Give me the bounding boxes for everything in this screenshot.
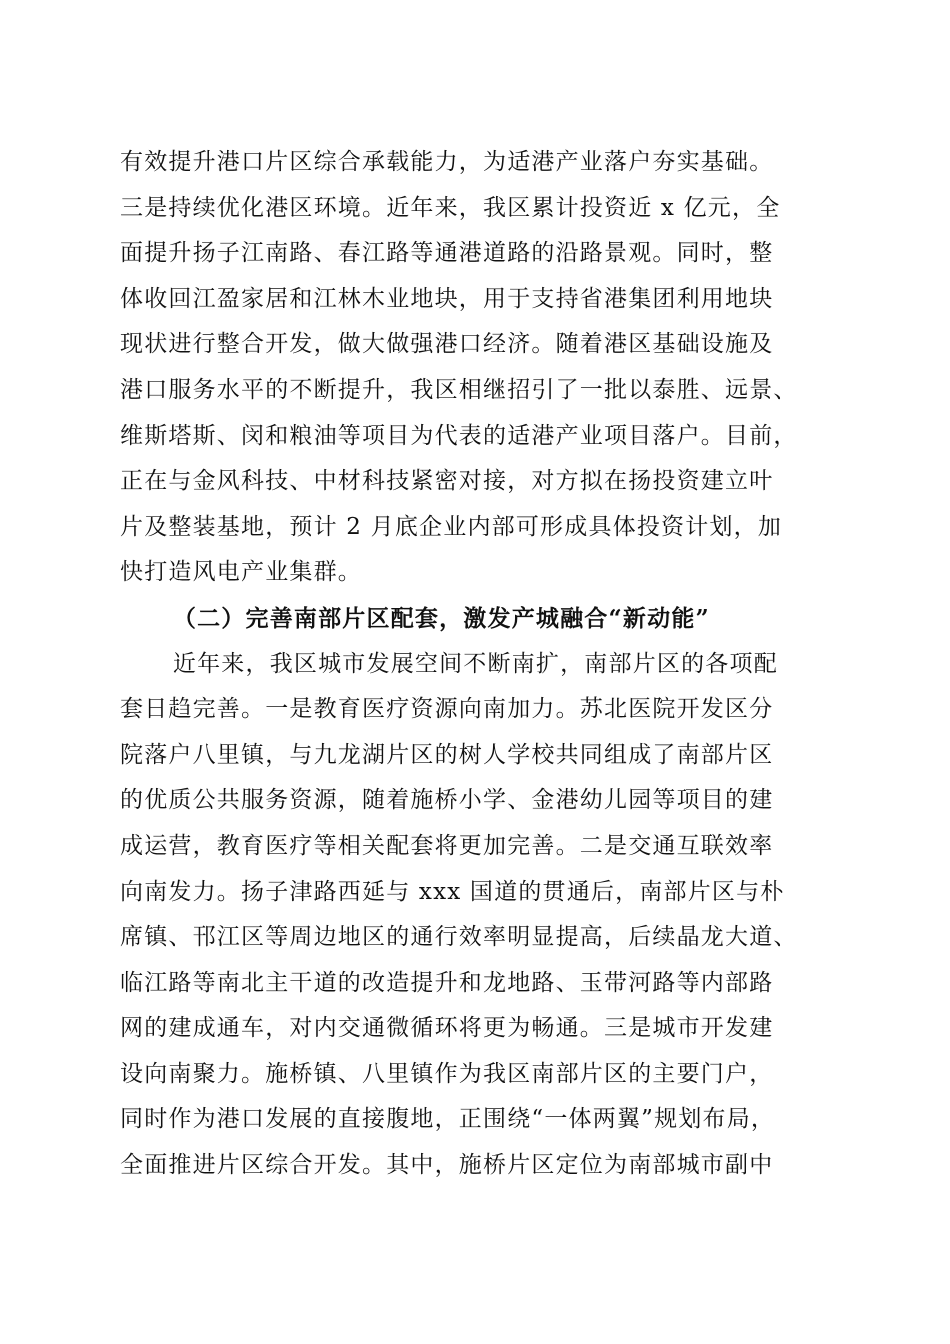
paragraph-line: 快打造风电产业集群。	[120, 559, 362, 586]
paragraph-line: 的优质公共服务资源，随着施桥小学、金港幼儿园等项目的建	[120, 787, 774, 814]
paragraph-line: 港口服务水平的不断提升，我区相继招引了一批以泰胜、远景、	[120, 376, 798, 403]
paragraph-line: 套日趋完善。一是教育医疗资源向南加力。苏北医院开发区分	[120, 696, 774, 723]
paragraph-line: 席镇、邗江区等周边地区的通行效率明显提高，后续晶龙大道、	[120, 924, 798, 951]
section-heading: （二）完善南部片区配套，激发产城融合“新动能”	[172, 604, 710, 632]
paragraph-line: 院落户八里镇，与九龙湖片区的树人学校共同组成了南部片区	[120, 741, 774, 768]
paragraph-line: 向南发力。扬子津路西延与 xxx 国道的贯通后，南部片区与朴	[120, 878, 785, 905]
paragraph-line: 成运营，教育医疗等相关配套将更加完善。二是交通互联效率	[120, 832, 774, 859]
paragraph-line: 正在与金风科技、中材科技紧密对接，对方拟在扬投资建立叶	[120, 468, 774, 495]
paragraph-line: 全面推进片区综合开发。其中，施桥片区定位为南部城市副中	[120, 1152, 774, 1179]
paragraph-line: 面提升扬子江南路、春江路等通港道路的沿路景观。同时，整	[120, 240, 774, 267]
paragraph-line: 维斯塔斯、闵和粮油等项目为代表的适港产业项目落户。目前，	[120, 422, 798, 449]
paragraph-line: 临江路等南北主干道的改造提升和龙地路、玉带河路等内部路	[120, 969, 774, 996]
document-body	[120, 140, 830, 1189]
paragraph-line: 网的建成通车，对内交通微循环将更为畅通。三是城市开发建	[120, 1015, 774, 1042]
paragraph-line: 三是持续优化港区环境。近年来，我区累计投资近 x 亿元，全	[120, 194, 781, 221]
paragraph-line: 近年来，我区城市发展空间不断南扩，南部片区的各项配	[172, 650, 778, 677]
paragraph-line: 体收回江盈家居和江林木业地块，用于支持省港集团利用地块	[120, 285, 774, 312]
paragraph-line: 片及整装基地，预计 2 月底企业内部可形成具体投资计划，加	[120, 513, 783, 540]
paragraph-line: 设向南聚力。施桥镇、八里镇作为我区南部片区的主要门户，	[120, 1060, 774, 1087]
paragraph-line: 同时作为港口发展的直接腹地，正围绕“一体两翼”规划布局，	[120, 1106, 776, 1133]
paragraph-line: 有效提升港口片区综合承载能力，为适港产业落户夯实基础。	[120, 149, 774, 175]
paragraph-line: 现状进行整合开发，做大做强港口经济。随着港区基础设施及	[120, 331, 774, 358]
